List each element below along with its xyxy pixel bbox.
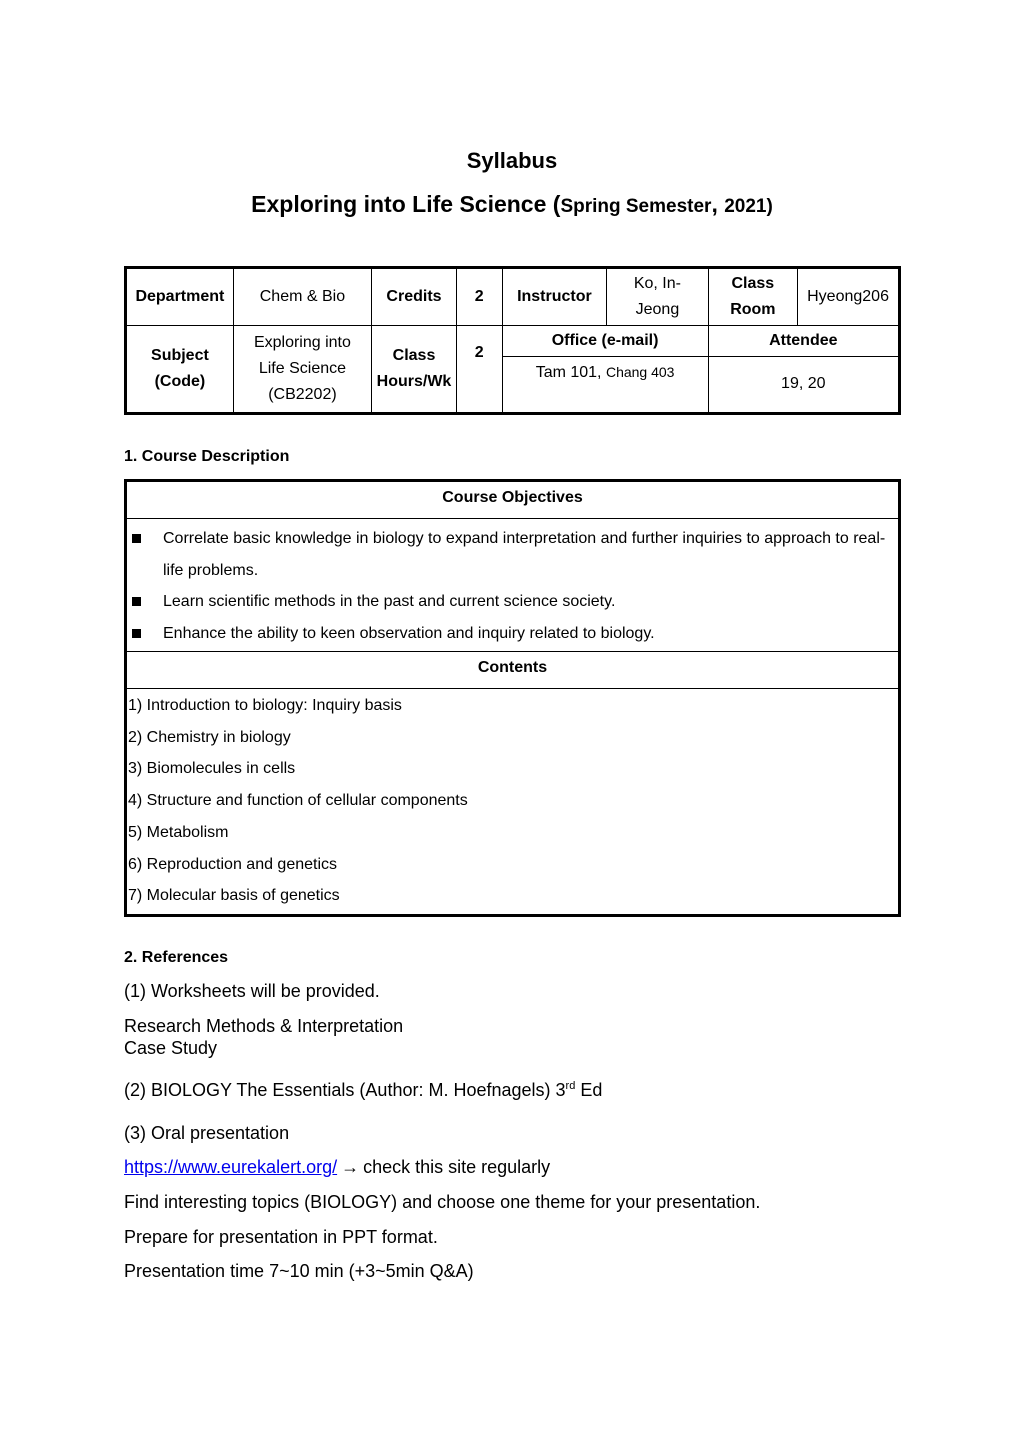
objectives-list (127, 519, 898, 652)
contents-list (127, 689, 898, 912)
objective-text: Correlate basic knowledge in biology to expand interpretation and further inquiries to approach to real-life problems. (163, 530, 886, 579)
eurekalert-line (124, 1157, 550, 1178)
office-label: Office (e-mail) (502, 326, 708, 357)
hours-value: 2 (456, 326, 502, 414)
link-note: check this site regularly (363, 1157, 551, 1177)
classroom-label-line2: Room (730, 301, 776, 319)
square-bullet-icon (132, 534, 141, 543)
square-bullet-icon (132, 629, 141, 638)
course-description-box (124, 479, 901, 917)
objective-item (127, 586, 898, 618)
subject-value-line2: Life Science (258, 360, 347, 378)
subject-value-line3: (CB2202) (268, 386, 337, 404)
objectives-header: Course Objectives (127, 482, 898, 519)
instructor-value-line2: Jeong (635, 301, 680, 319)
department-value: Chem & Bio (233, 268, 371, 326)
hours-label-line2: Hours/Wk (376, 373, 452, 391)
content-item: 6) Reproduction and genetics (128, 855, 338, 873)
department-label: Department (126, 268, 234, 326)
subject-label-line1: Subject (151, 347, 209, 365)
course-title-main: Exploring into Life Science ( (251, 191, 561, 217)
credits-value: 2 (456, 268, 502, 326)
attendee-value: 19, 20 (708, 356, 899, 413)
office-value-room1: Tam 101, (535, 363, 606, 381)
course-title (0, 191, 1024, 218)
reference-1-sub-2: Case Study (124, 1038, 218, 1058)
instructor-value-line1: Ko, In- (633, 275, 681, 293)
objective-text: Enhance the ability to keen observation and inquiry related to biology. (163, 624, 655, 642)
objective-item (127, 523, 898, 586)
objective-text: Learn scientific methods in the past and current science society. (163, 593, 616, 610)
arrow-right-icon: → (341, 1157, 360, 1177)
classroom-value: Hyeong206 (798, 268, 900, 326)
credits-label: Credits (372, 268, 457, 326)
subject-value (233, 326, 371, 414)
content-item: 7) Molecular basis of genetics (128, 887, 340, 905)
classroom-label-line1: Class (731, 275, 775, 293)
content-item: 2) Chemistry in biology (128, 728, 291, 746)
references-heading: 2. References (124, 949, 229, 966)
attendee-label: Attendee (708, 326, 899, 357)
objective-item (127, 618, 898, 650)
subject-value-line1: Exploring into (253, 334, 351, 352)
course-title-year: 2021) (724, 196, 773, 217)
subject-label-line2: (Code) (154, 373, 206, 391)
course-title-semester: Spring Semester (560, 196, 712, 217)
instructor-label: Instructor (502, 268, 607, 326)
instructor-value (607, 268, 708, 326)
presentation-time-line: Presentation time 7~10 min (+3~5min Q&A) (124, 1261, 474, 1281)
course-info-table (124, 266, 901, 415)
reference-1-sub-1: Research Methods & Interpretation (124, 1016, 404, 1036)
office-value-room2: Chang 403 (605, 363, 675, 380)
course-description-heading: 1. Course Description (124, 448, 290, 465)
presentation-format-line: Prepare for presentation in PPT format. (124, 1227, 438, 1247)
content-item: 3) Biomolecules in cells (128, 760, 296, 778)
eurekalert-link[interactable]: https://www.eurekalert.org/ (124, 1157, 338, 1177)
classroom-label (708, 268, 798, 326)
reference-2-sup: rd (565, 1080, 576, 1092)
page-title: Syllabus (466, 148, 558, 173)
hours-label-line1: Class (392, 347, 436, 365)
content-item: 5) Metabolism (128, 823, 229, 841)
reference-2-end: Ed (575, 1080, 603, 1100)
subject-label (126, 326, 234, 414)
content-item: 1) Introduction to biology: Inquiry basis (128, 697, 402, 714)
square-bullet-icon (132, 597, 141, 606)
reference-3: (3) Oral presentation (124, 1123, 290, 1143)
course-title-sep: , (711, 191, 725, 217)
reference-2 (124, 1080, 602, 1101)
office-value (502, 356, 708, 413)
reference-2-text: (2) BIOLOGY The Essentials (Author: M. Hoefnagels) 3 (124, 1080, 566, 1100)
reference-1: (1) Worksheets will be provided. (124, 981, 380, 1001)
hours-label (372, 326, 457, 414)
content-item: 4) Structure and function of cellular components (128, 792, 468, 810)
contents-header: Contents (127, 652, 898, 689)
presentation-topics-line: Find interesting topics (BIOLOGY) and choose one theme for your presentation. (124, 1192, 761, 1212)
